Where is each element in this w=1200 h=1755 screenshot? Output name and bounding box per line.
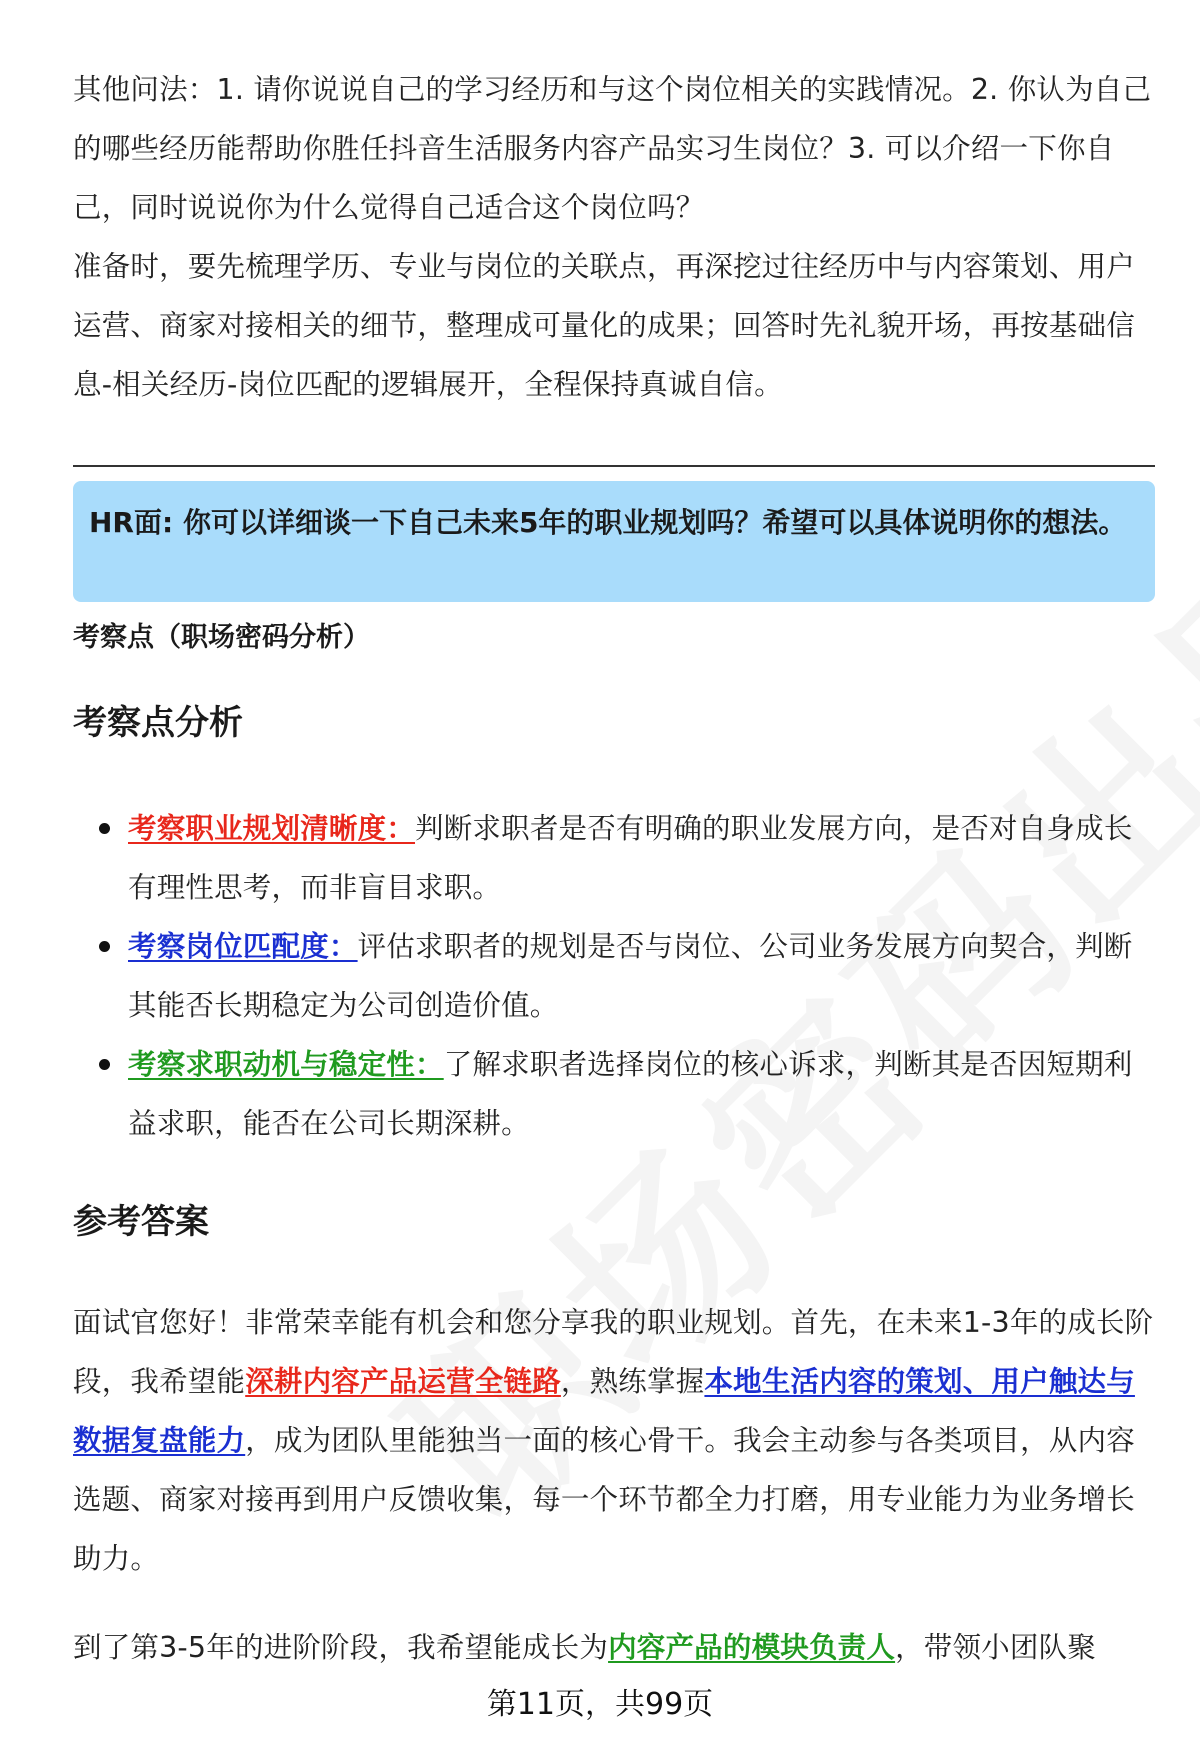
answer-text-segment: ，成为团队里能独当一面的核心骨干。我会主动参与各类项目，从内容选题、商家对接再到用户反馈收集，每一个环节都全力打磨，用专业能力为业务增长助力。 — [73, 1424, 1135, 1575]
keyword-module-lead: 内容产品的模块负责人 — [608, 1631, 896, 1664]
keyword-deepen: 深耕内容产品运营全链路 — [245, 1365, 561, 1398]
answer-text-segment: ，熟练掌握 — [560, 1365, 705, 1398]
answer-text — [73, 1293, 1155, 1588]
answer-paragraph-1 — [73, 1293, 1155, 1588]
answer-text — [73, 1618, 1155, 1677]
question-text: HR面: 你可以详细谈一下自己未来5年的职业规划吗？希望可以具体说明你的想法。 — [89, 506, 1127, 539]
list-item — [73, 917, 1155, 1035]
question-box — [73, 481, 1155, 602]
other-questions-text: 其他问法：1. 请你说说自己的学习经历和与这个岗位相关的实践情况。2. 你认为自己的哪些经历能帮助你胜任抖音生活服务内容产品实习生岗位？3. 可以介绍一下你自己，同时说说你为什么觉得自己适合这个岗位吗？ — [73, 73, 1152, 224]
answer-text-segment: 面试官您好！非常荣幸能有机会和您分享我的职业规划。首先，在未来1-3年的成长阶段，我希望能 — [73, 1306, 1154, 1398]
answer-paragraph-2 — [73, 1618, 1155, 1677]
bullet-icon — [99, 1059, 110, 1070]
section-divider — [73, 465, 1155, 467]
item-text: 了解求职者选择岗位的核心诉求，判断其是否因短期利益求职，能否在公司长期深耕。 — [128, 1048, 1133, 1140]
keyword-clarity: 考察职业规划清晰度： — [128, 812, 416, 845]
intro-section — [73, 60, 1155, 414]
item-text: 评估求职者的规划是否与岗位、公司业务发展方向契合，判断其能否长期稳定为公司创造价值。 — [128, 930, 1133, 1022]
keyword-match: 考察岗位匹配度： — [128, 930, 358, 963]
item-text: 判断求职者是否有明确的职业发展方向，是否对自身成长有理性思考，而非盲目求职。 — [128, 812, 1133, 904]
list-item — [73, 799, 1155, 917]
page-number: 第11页，共99页 — [486, 1687, 714, 1722]
preparation-text: 准备时，要先梳理学历、专业与岗位的关联点，再深挖过往经历中与内容策划、用户运营、商家对接相关的细节，整理成可量化的成果；回答时先礼貌开场，再按基础信息-相关经历-岗位匹配的逻辑展开，全程保持真诚自信。 — [73, 250, 1135, 401]
keyword-motivation: 考察求职动机与稳定性： — [128, 1048, 444, 1081]
answer-text-segment: ，带领小团队聚 — [895, 1631, 1096, 1664]
analysis-heading: 考察点分析 — [73, 703, 243, 743]
analysis-list — [73, 799, 1155, 1153]
keyword-skills: 本地生活内容的策划、用户触达与数据复盘能力 — [73, 1365, 1135, 1457]
bullet-icon — [99, 823, 110, 834]
list-item — [73, 1035, 1155, 1153]
answer-text-segment: 到了第3-5年的进阶阶段，我希望能成长为 — [73, 1631, 609, 1664]
subheading: 考察点（职场密码分析） — [73, 622, 370, 653]
answer-heading: 参考答案 — [73, 1202, 209, 1242]
bullet-icon — [99, 941, 110, 952]
